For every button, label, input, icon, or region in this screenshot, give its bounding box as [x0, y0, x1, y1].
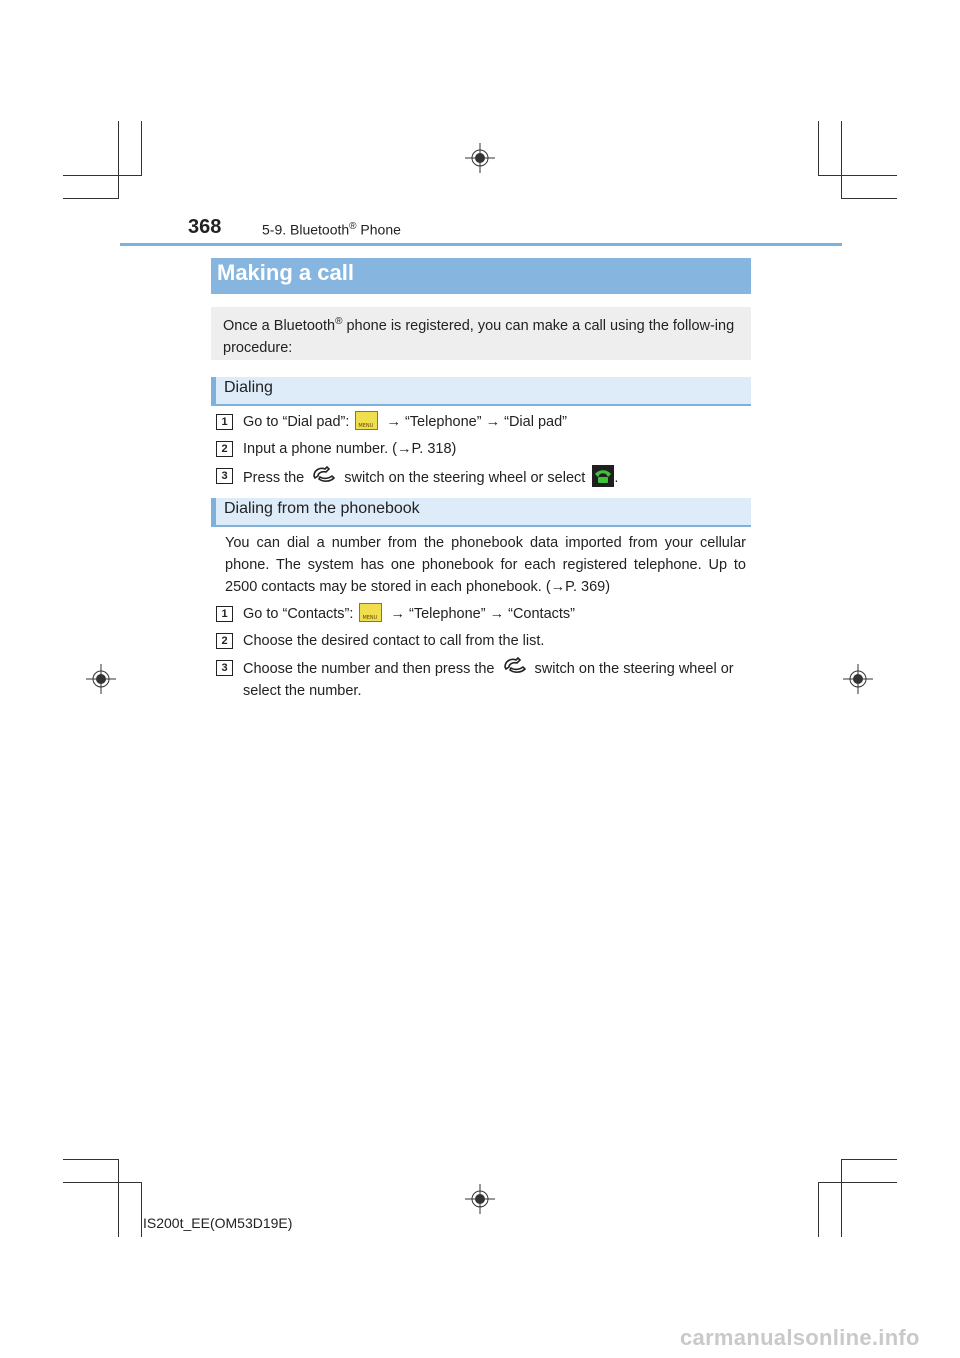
- talk-switch-icon: [312, 466, 336, 484]
- step-text-part: Choose the number and then press the: [243, 661, 499, 677]
- crop-mark: [841, 121, 842, 198]
- document-code: IS200t_EE(OM53D19E): [143, 1215, 293, 1231]
- phone-pickup-icon: [592, 465, 614, 487]
- step-number: 1: [216, 606, 233, 622]
- talk-switch-icon: [503, 657, 527, 675]
- step-text-part: Go to “Dial pad”:: [243, 414, 354, 430]
- registration-mark-icon: [465, 143, 495, 173]
- step-text: [243, 657, 748, 702]
- step-text-part: switch on the steering wheel or select the number.: [243, 661, 734, 699]
- step-text-part: .: [614, 470, 619, 486]
- crop-mark: [63, 175, 142, 176]
- crop-mark: [841, 198, 897, 199]
- crop-mark: [818, 175, 897, 176]
- step-number: 2: [216, 441, 233, 457]
- step-text: [243, 465, 748, 489]
- step-text: [243, 603, 748, 625]
- registered-mark: ®: [349, 221, 357, 232]
- step-number: 2: [216, 633, 233, 649]
- registration-mark-icon: [843, 664, 873, 694]
- section-suffix: Phone: [356, 221, 401, 238]
- subheading-phonebook: [211, 498, 751, 527]
- crop-mark: [818, 1182, 897, 1183]
- menu-button-icon: [355, 411, 378, 430]
- registration-mark-icon: [465, 1184, 495, 1214]
- step-text-part: Input a phone number. (→P. 318): [243, 441, 457, 457]
- intro-part2: phone is registered, you can make a call using the follow-ing procedure:: [223, 317, 735, 356]
- section-heading: [262, 221, 401, 238]
- crop-mark: [818, 121, 819, 175]
- crop-mark: [63, 1159, 119, 1160]
- phonebook-paragraph: You can dial a number from the phonebook data imported from your cellular phone. The system has one phonebook for each registered telephone. Up to 2500 contacts may be stored in each phonebook. (→P. 369): [225, 535, 746, 595]
- intro-box: [211, 307, 751, 360]
- crop-mark: [63, 198, 119, 199]
- page-title: Making a call: [217, 260, 354, 285]
- crop-mark: [841, 1159, 842, 1237]
- crop-mark: [118, 121, 119, 198]
- step-number: 3: [216, 660, 233, 676]
- step-text-part: → “Telephone” → “Contacts”: [386, 606, 576, 622]
- step-text-part: → “Telephone” → “Dial pad”: [382, 414, 567, 430]
- subheading-dialing: [211, 377, 751, 406]
- step-text-part: Choose the desired contact to call from the list.: [243, 633, 545, 649]
- title-bar: [211, 258, 751, 294]
- step-text-part: Press the: [243, 470, 309, 486]
- intro-text: [223, 311, 743, 359]
- subheading-label: Dialing: [224, 379, 273, 396]
- intro-part1: Once a Bluetooth: [223, 317, 336, 334]
- step-number: 1: [216, 414, 233, 430]
- registration-mark-icon: [86, 664, 116, 694]
- header-rule: [120, 243, 842, 246]
- crop-mark: [141, 1182, 142, 1237]
- crop-mark: [118, 1159, 119, 1237]
- step-text: [243, 630, 748, 652]
- menu-button-icon: [359, 603, 382, 622]
- registered-mark: ®: [335, 316, 343, 327]
- step-text: [243, 411, 748, 433]
- crop-mark: [818, 1182, 819, 1237]
- section-prefix: 5-9. Bluetooth: [262, 221, 350, 238]
- step-number: 3: [216, 468, 233, 484]
- step-text: [243, 438, 748, 460]
- step-text-part: Go to “Contacts”:: [243, 606, 358, 622]
- subheading-label: Dialing from the phonebook: [224, 500, 420, 517]
- crop-mark: [841, 1159, 897, 1160]
- page-number: 368: [188, 216, 222, 238]
- crop-mark: [141, 121, 142, 175]
- step-text-part: switch on the steering wheel or select: [340, 470, 590, 486]
- watermark: carmanualsonline.info: [680, 1325, 920, 1350]
- crop-mark: [63, 1182, 142, 1183]
